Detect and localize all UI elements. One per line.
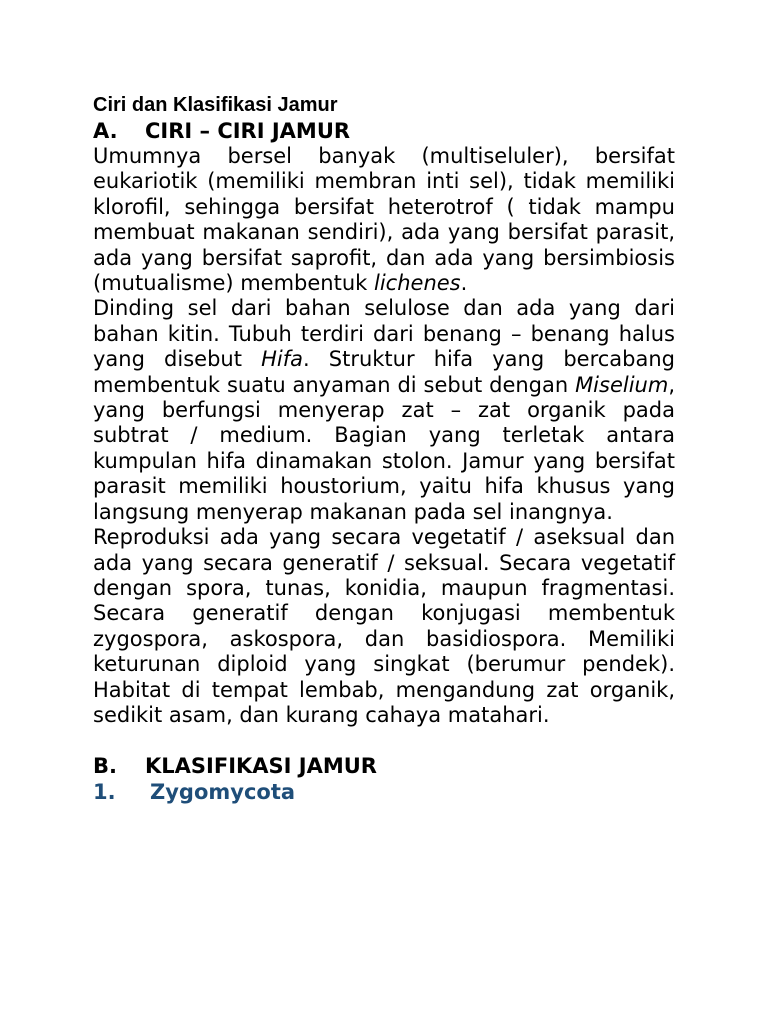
section-a-number: A.	[93, 119, 118, 143]
paragraph-characteristics-end: .	[460, 271, 468, 296]
document-body	[93, 92, 675, 805]
paragraph-structure	[93, 296, 675, 525]
term-miselium: Miselium	[575, 372, 669, 397]
term-hifa: Hifa	[261, 347, 303, 372]
section-spacer	[93, 728, 675, 753]
section-b-heading	[93, 753, 675, 779]
section-a-title: CIRI – CIRI JAMUR	[145, 119, 351, 143]
section-a-heading	[93, 118, 675, 144]
subsection-title: Zygomycota	[150, 780, 296, 805]
paragraph-characteristics	[93, 144, 675, 296]
subsection-zygomycota-heading	[93, 779, 675, 805]
document-title: Ciri dan Klasifikasi Jamur	[93, 94, 338, 116]
paragraph-structure-text-2: . Struktur hifa yang bercabang membentuk suatu anyaman di sebut dengan	[93, 347, 675, 397]
section-b-number: B.	[93, 754, 117, 779]
paragraph-reproduction: Reproduksi ada yang secara vegetatif / aseksual dan ada yang secara generatif / seksual. Secara vegetatif dengan spora, tunas, konidia, maupun fragmentasi. Secara generatif dengan konjugasi membentuk zygospora, askospora, dan basidiospora. Memiliki keturunan diploid yang singkat (berumur pendek). Habitat di tempat lembab, mengandung zat organik, sedikit asam, dan kurang cahaya matahari.	[93, 525, 675, 727]
subsection-number: 1.	[93, 780, 116, 805]
paragraph-structure-text-3: , yang berfungsi menyerap zat – zat organik pada subtrat / medium. Bagian yang terletak antara kumpulan hifa dinamakan stolon. Jamur yang bersifat parasit memiliki houstorium, yaitu hifa khusus yang langsung menyerap makanan pada sel inangnya.	[93, 372, 675, 524]
paragraph-structure-text-1: Dinding sel dari bahan selulose dan ada yang dari bahan kitin. Tubuh terdiri dari benang – benang halus yang disebut	[93, 296, 675, 372]
term-lichenes: lichenes	[374, 271, 461, 296]
section-b-title: KLASIFIKASI JAMUR	[145, 754, 377, 779]
paragraph-characteristics-text: Umumnya bersel banyak (multiseluler), bersifat eukariotik (memiliki membran inti sel), tidak memiliki klorofil, sehingga bersifat heterotrof ( tidak mampu membuat makanan sendiri), ada yang bersifat parasit, ada yang bersifat saprofit, dan ada yang bersimbiosis (mutualisme) membentuk	[93, 144, 675, 296]
